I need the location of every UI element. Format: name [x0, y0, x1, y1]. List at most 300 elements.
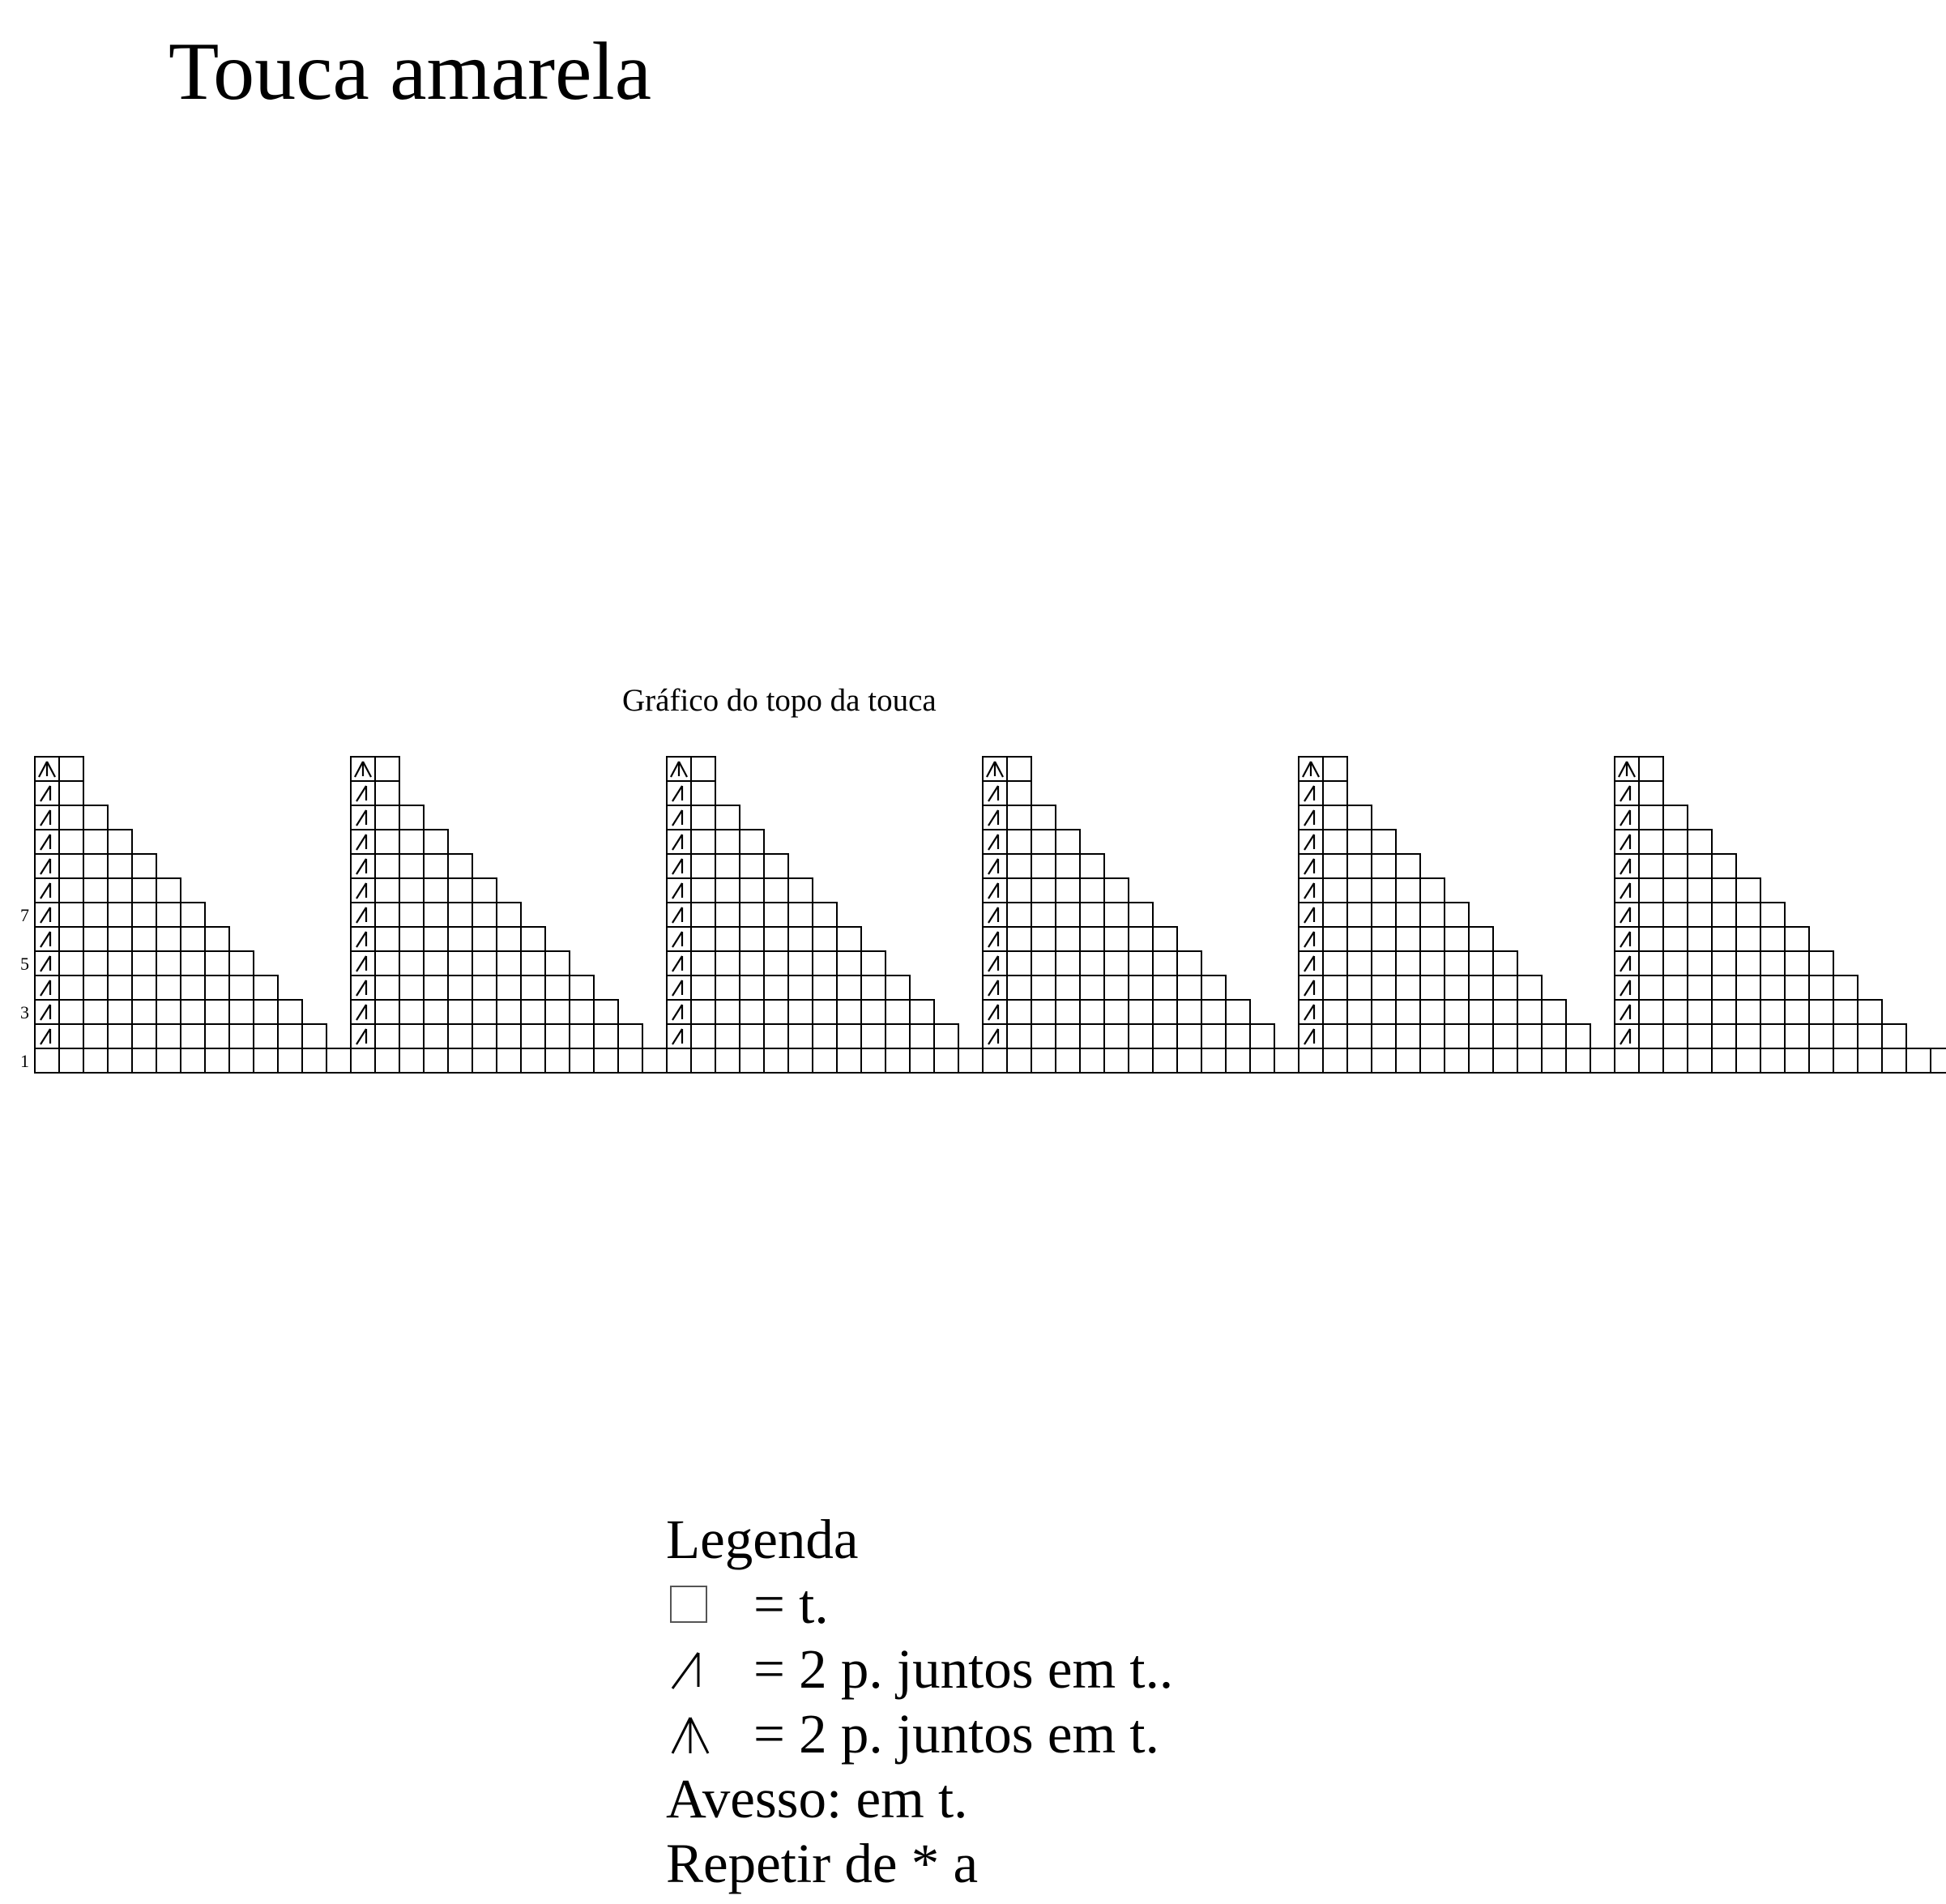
chart-cell [1688, 878, 1712, 903]
chart-cell [254, 1024, 278, 1048]
chart-cell [667, 927, 691, 951]
chart-cell [278, 1048, 302, 1073]
chart-cell [472, 1000, 497, 1024]
k2tog-icon [1620, 786, 1630, 801]
k2tog-icon [988, 1005, 998, 1020]
chart-cell [691, 878, 715, 903]
chart-cell [472, 951, 497, 975]
chart-cell [1323, 927, 1347, 951]
chart-cell [1177, 1000, 1201, 1024]
chart-cell [59, 805, 83, 830]
chart-cell [1712, 927, 1736, 951]
chart-cell [1663, 854, 1688, 878]
chart-cell [1372, 1048, 1396, 1073]
chart-cell [1323, 781, 1347, 805]
k2tog-icon [988, 956, 998, 971]
chart-cell [715, 805, 740, 830]
chart-cell [1688, 1024, 1712, 1048]
chart-cell [424, 1048, 448, 1073]
k2tog-icon [988, 786, 998, 801]
legend-avesso: Avesso: em t. [666, 1768, 968, 1829]
chart-cell [1760, 903, 1785, 927]
k2tog-icon [356, 1005, 366, 1020]
chart-cell [715, 1000, 740, 1024]
chart-cell [1274, 1048, 1299, 1073]
k2tog-icon [672, 1029, 682, 1044]
chart-cell [667, 781, 691, 805]
chart-cell [1785, 975, 1809, 1000]
chart-cell [570, 1048, 594, 1073]
chart-cell [715, 1024, 740, 1048]
chart-cell [1153, 951, 1177, 975]
chart-cell [1396, 854, 1420, 878]
chart-cell [448, 903, 472, 927]
chart-cell [1129, 1024, 1153, 1048]
chart-cell [1688, 1000, 1712, 1024]
chart-cell [1445, 927, 1469, 951]
chart-cell [1372, 975, 1396, 1000]
k2tog-icon [666, 1645, 715, 1693]
chart-cell [399, 830, 424, 854]
chart-cell [375, 854, 399, 878]
k2tog-icon [1304, 956, 1314, 971]
chart-cell [1445, 1024, 1469, 1048]
chart-cell [691, 927, 715, 951]
chart-cell [1056, 830, 1080, 854]
chart-cell [1736, 903, 1760, 927]
chart-cell [1906, 1048, 1931, 1073]
chart-cell [1129, 927, 1153, 951]
chart-cell [715, 927, 740, 951]
chart-cell [1007, 830, 1031, 854]
chart-cell [1663, 805, 1688, 830]
chart-cell [1615, 830, 1639, 854]
chart-cell [667, 805, 691, 830]
chart-cell [254, 975, 278, 1000]
chart-cell [1177, 1048, 1201, 1073]
k2tog-icon [988, 932, 998, 947]
chart-cell [83, 1024, 108, 1048]
chart-cell [1663, 975, 1688, 1000]
chart-cell [1833, 975, 1858, 1000]
chart-cell [1347, 854, 1372, 878]
chart-cell [1104, 1000, 1129, 1024]
k2tog-icon [356, 980, 366, 996]
chart-cell [399, 927, 424, 951]
chart-cell [813, 1000, 837, 1024]
k2tog-icon [356, 932, 366, 947]
k2tog-icon [988, 1029, 998, 1044]
chart-cell [1688, 951, 1712, 975]
chart-cell [83, 927, 108, 951]
chart-cell [1299, 951, 1323, 975]
chart-cell [1177, 951, 1201, 975]
chart-cell [205, 1000, 229, 1024]
chart-cell [1080, 1000, 1104, 1024]
chart-cell [861, 1048, 886, 1073]
chart-cell [1299, 1000, 1323, 1024]
chart-cell [1760, 951, 1785, 975]
chart-cell [1323, 903, 1347, 927]
chart-cell [181, 903, 205, 927]
chart-cell [108, 1048, 132, 1073]
chart-cell [399, 975, 424, 1000]
chart-cell [1031, 951, 1056, 975]
chart-cell [764, 903, 788, 927]
chart-cell [205, 1024, 229, 1048]
chart-cell [667, 878, 691, 903]
chart-cell [108, 854, 132, 878]
chart-cell [156, 975, 181, 1000]
chart-cell [1615, 781, 1639, 805]
chart-cell [691, 1024, 715, 1048]
chart-cell [1031, 1024, 1056, 1048]
chart-cell [1760, 927, 1785, 951]
k2tog-icon [356, 786, 366, 801]
chart-cell [691, 781, 715, 805]
legend-item-double-decrease-text: = 2 p. juntos em t. [753, 1703, 1159, 1765]
chart-cell [1299, 1048, 1323, 1073]
chart-cell [1129, 1048, 1153, 1073]
row-number-label: 3 [20, 1002, 29, 1022]
chart-cell [399, 878, 424, 903]
chart-cell [399, 805, 424, 830]
chart-cell [59, 1024, 83, 1048]
chart-cell [1323, 1024, 1347, 1048]
chart-cell [1639, 854, 1663, 878]
chart-cell [1420, 975, 1445, 1000]
chart-cell [156, 927, 181, 951]
chart-cell [934, 1048, 958, 1073]
chart-cell [1080, 878, 1104, 903]
k2tog-icon [1620, 907, 1630, 923]
chart-cell [1736, 927, 1760, 951]
chart-cell [667, 903, 691, 927]
chart-cell [1347, 805, 1372, 830]
chart-cell [497, 1000, 521, 1024]
chart-cell [1445, 1000, 1469, 1024]
chart-cell [399, 1048, 424, 1073]
chart-cell [1517, 1048, 1542, 1073]
chart-cell [1031, 878, 1056, 903]
chart-cell [764, 975, 788, 1000]
chart-cell [1323, 854, 1347, 878]
chart-cell [886, 1048, 910, 1073]
chart-cell [837, 975, 861, 1000]
chart-cell [813, 903, 837, 927]
chart-cell [691, 1048, 715, 1073]
chart-cell [375, 1024, 399, 1048]
chart-cell [1007, 1048, 1031, 1073]
chart-cell [910, 1024, 934, 1048]
chart-cell [861, 951, 886, 975]
chart-cell [1396, 1000, 1420, 1024]
chart-cell [424, 903, 448, 927]
chart-cell [205, 975, 229, 1000]
chart-cell [861, 975, 886, 1000]
chart-cell [594, 1000, 618, 1024]
k2tog-icon [1620, 835, 1630, 850]
chart-cell [1007, 878, 1031, 903]
chart-cell [497, 1048, 521, 1073]
chart-cell [1420, 1024, 1445, 1048]
chart-cell [715, 903, 740, 927]
chart-cell [570, 975, 594, 1000]
k2tog-icon [1304, 907, 1314, 923]
legend-heading: Legenda [666, 1509, 859, 1570]
chart-cell [1201, 1000, 1226, 1024]
double-decrease-icon [1619, 762, 1635, 777]
chart-cell [521, 951, 545, 975]
chart-cell [715, 854, 740, 878]
chart-cell [205, 927, 229, 951]
chart-cell [472, 1024, 497, 1048]
chart-cell [1129, 1000, 1153, 1024]
chart-cell [1542, 1048, 1566, 1073]
chart-cell [132, 903, 156, 927]
chart-cell [1688, 830, 1712, 854]
chart-cell [1542, 1000, 1566, 1024]
chart-cell [1712, 1000, 1736, 1024]
chart-cell [1712, 1048, 1736, 1073]
chart-cell [351, 927, 375, 951]
k2tog-icon [1304, 835, 1314, 850]
chart-cell [837, 1048, 861, 1073]
chart-cell [1760, 1000, 1785, 1024]
chart-cell [740, 1048, 764, 1073]
chart-cell [715, 951, 740, 975]
chart-cell [1639, 1000, 1663, 1024]
chart-cell [667, 975, 691, 1000]
chart-cell [1250, 1048, 1274, 1073]
chart-cell [302, 1048, 326, 1073]
chart-cell [1931, 1048, 1946, 1073]
chart-cell [570, 1000, 594, 1024]
chart-cell [59, 878, 83, 903]
chart-cell [59, 830, 83, 854]
chart-cell [788, 1048, 813, 1073]
chart-cell [1858, 1000, 1882, 1024]
chart-cell [448, 951, 472, 975]
chart-cell [1299, 878, 1323, 903]
chart-cell [1347, 951, 1372, 975]
chart-cell [1104, 903, 1129, 927]
chart-cell [1007, 757, 1031, 781]
chart-cell [594, 1048, 618, 1073]
chart-cell [351, 781, 375, 805]
chart-cell [351, 903, 375, 927]
chart-cell [1712, 1024, 1736, 1048]
k2tog-icon [1620, 956, 1630, 971]
chart-cell [1712, 903, 1736, 927]
chart-cell [181, 1024, 205, 1048]
k2tog-icon [988, 859, 998, 874]
chart-cell [497, 927, 521, 951]
chart-cell [448, 854, 472, 878]
chart-cell [351, 1048, 375, 1073]
chart-cell [375, 757, 399, 781]
chart-cell [108, 927, 132, 951]
chart-cell [886, 1000, 910, 1024]
chart-cell [1833, 1024, 1858, 1048]
chart-cell [764, 1000, 788, 1024]
chart-cell [1372, 1024, 1396, 1048]
chart-cell [1445, 903, 1469, 927]
chart-cell [545, 951, 570, 975]
chart-cell [764, 951, 788, 975]
chart-cell [1031, 854, 1056, 878]
chart-cell [35, 854, 59, 878]
chart-cell [1372, 830, 1396, 854]
chart-cell [1347, 1048, 1372, 1073]
chart-cell [691, 757, 715, 781]
chart-cell [472, 903, 497, 927]
chart-cell [1566, 1048, 1590, 1073]
chart-cell [1712, 975, 1736, 1000]
chart-cell [1056, 975, 1080, 1000]
chart-cell [1056, 927, 1080, 951]
chart-cell [691, 1000, 715, 1024]
k2tog-icon [988, 907, 998, 923]
row-number-label: 1 [20, 1051, 29, 1071]
chart-cell [1639, 878, 1663, 903]
chart-cell [1736, 878, 1760, 903]
chart-cell [788, 927, 813, 951]
k2tog-icon [41, 859, 50, 874]
chart-cell [375, 1048, 399, 1073]
chart-cell [1712, 854, 1736, 878]
k2tog-icon [672, 1005, 682, 1020]
chart-cell [1712, 951, 1736, 975]
chart-cell [254, 1048, 278, 1073]
chart-cell [1420, 927, 1445, 951]
chart-cell [399, 1000, 424, 1024]
k2tog-icon [672, 980, 682, 996]
chart-cell [1469, 951, 1493, 975]
legend-repeat: Repetir de * a [666, 1833, 979, 1894]
chart-cell [424, 830, 448, 854]
chart-cell [181, 927, 205, 951]
chart-cell [448, 975, 472, 1000]
chart-cell [1104, 1048, 1129, 1073]
chart-cell [764, 878, 788, 903]
chart-cell [1663, 903, 1688, 927]
chart-cell [1615, 903, 1639, 927]
chart-cell [448, 1024, 472, 1048]
double-decrease-icon [1303, 762, 1319, 777]
chart-cell [983, 1048, 1007, 1073]
chart-cell [375, 927, 399, 951]
chart-cell [691, 951, 715, 975]
chart-cell [1347, 878, 1372, 903]
chart-cell [181, 1048, 205, 1073]
k2tog-icon [672, 835, 682, 850]
chart-cell [1080, 975, 1104, 1000]
chart-cell [1736, 951, 1760, 975]
k2tog-icon [41, 956, 50, 971]
chart-cell [1226, 1048, 1250, 1073]
chart-cell [1639, 951, 1663, 975]
k2tog-icon [1304, 883, 1314, 899]
chart-cell [132, 927, 156, 951]
chart-cell [1566, 1024, 1590, 1048]
chart-cell [886, 1024, 910, 1048]
chart-cell [837, 1000, 861, 1024]
chart-cell [278, 1024, 302, 1048]
chart-cell [1639, 781, 1663, 805]
chart-cell [1372, 854, 1396, 878]
k2tog-icon [1620, 1005, 1630, 1020]
k2tog-icon [1304, 810, 1314, 826]
chart-cell [351, 951, 375, 975]
chart-cell [983, 927, 1007, 951]
chart-cell [983, 1000, 1007, 1024]
chart-cell [59, 1048, 83, 1073]
page-title: Touca amarela [169, 26, 651, 117]
chart-cell [156, 903, 181, 927]
chart-cell [1396, 927, 1420, 951]
chart-cell [1323, 757, 1347, 781]
chart-cell [59, 854, 83, 878]
chart-cell [1663, 1048, 1688, 1073]
legend-item-k2tog [666, 1637, 1173, 1701]
chart-cell [1153, 1048, 1177, 1073]
chart-cell [1785, 1048, 1809, 1073]
chart-cell [132, 1000, 156, 1024]
chart-cell [837, 951, 861, 975]
chart-cell [1153, 927, 1177, 951]
k2tog-icon [1620, 980, 1630, 996]
chart-cell [181, 951, 205, 975]
chart-cell [1615, 1000, 1639, 1024]
chart-cell [1299, 975, 1323, 1000]
chart-cell [1056, 878, 1080, 903]
chart-cell [1688, 975, 1712, 1000]
double-decrease-icon [666, 1710, 715, 1758]
chart-cell [351, 854, 375, 878]
chart-cell [1201, 975, 1226, 1000]
chart-cell [35, 927, 59, 951]
chart-cell [205, 1048, 229, 1073]
k2tog-icon [1304, 980, 1314, 996]
k2tog-icon [41, 1005, 50, 1020]
k2tog-icon [356, 810, 366, 826]
chart-cell [1007, 927, 1031, 951]
chart-cell [1615, 805, 1639, 830]
row-number-label: 7 [20, 905, 29, 925]
chart-cell [1129, 903, 1153, 927]
chart-cell [667, 830, 691, 854]
k2tog-icon [41, 932, 50, 947]
chart-cell [448, 927, 472, 951]
chart-cell [983, 1024, 1007, 1048]
chart-cell [813, 951, 837, 975]
chart-cell [375, 805, 399, 830]
chart-cell [740, 951, 764, 975]
k2tog-icon [41, 810, 50, 826]
chart-cell [545, 975, 570, 1000]
chart-cell [1469, 1048, 1493, 1073]
chart-cell [1639, 757, 1663, 781]
chart-cell [910, 1048, 934, 1073]
chart-cell [1469, 1024, 1493, 1048]
chart-cell [691, 830, 715, 854]
chart-cell [1785, 1024, 1809, 1048]
chart-cell [837, 1024, 861, 1048]
chart-cell [59, 781, 83, 805]
chart-cell [1882, 1024, 1906, 1048]
chart-cell [983, 830, 1007, 854]
